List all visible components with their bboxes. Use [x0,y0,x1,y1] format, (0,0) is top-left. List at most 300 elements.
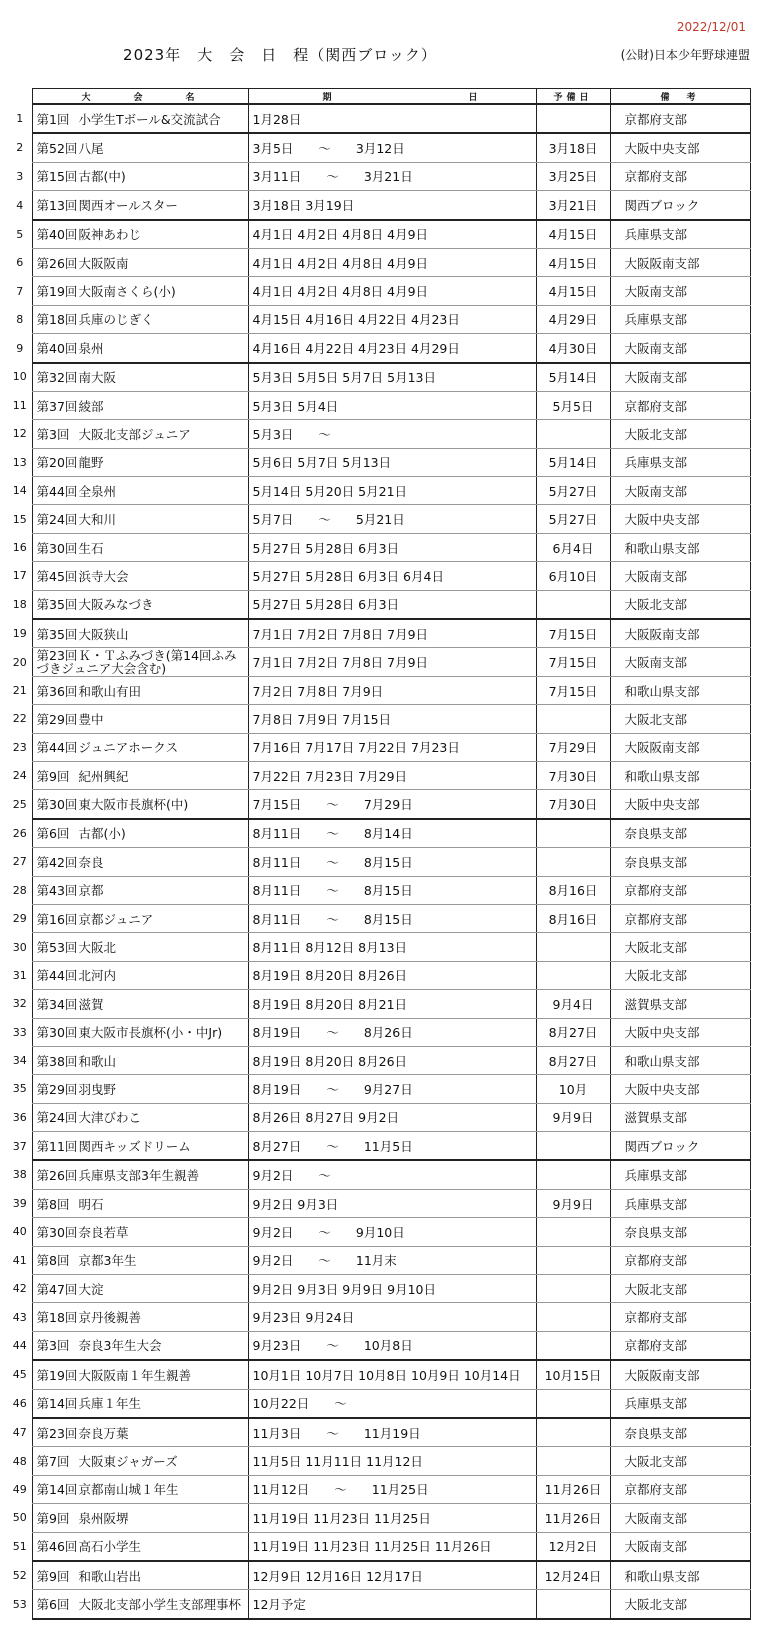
event-name: 大阪北支部ジュニア [78,426,191,442]
event-name-cell [32,990,248,1018]
event-name-cell [32,819,248,848]
row-number: 45 [12,1368,27,1382]
event-dates: 8月11日 〜 8月15日 [248,904,536,932]
row-number: 14 [12,484,27,498]
event-name: 豊中 [78,711,104,727]
event-name-cell [32,848,248,876]
event-name: 生石 [78,540,104,556]
event-dates: 7月8日 7月9日 7月15日 [248,705,536,733]
reserve-date [536,819,610,848]
event-dates: 8月11日 〜 8月15日 [248,876,536,904]
row-number: 29 [12,912,27,926]
event-name-cell [32,790,248,819]
event-dates: 3月18日 3月19日 [248,191,536,220]
row-number: 13 [12,455,27,469]
remarks: 和歌山県支部 [610,676,750,704]
event-name: 泉州阪堺 [78,1510,129,1526]
event-ordinal: 第23回 [36,648,78,664]
event-name-cell [32,1331,248,1360]
table-row [8,904,750,932]
reserve-date: 7月15日 [536,676,610,704]
table-row [8,990,750,1018]
event-ordinal: 第35回 [36,626,78,642]
row-number: 40 [12,1225,27,1239]
event-dates: 8月19日 〜 8月26日 [248,1018,536,1046]
row-number: 27 [12,855,27,869]
reserve-date: 4月15日 [536,248,610,276]
event-dates: 5月6日 5月7日 5月13日 [248,448,536,476]
remarks: 大阪北支部 [610,1275,750,1303]
event-name-cell [32,1475,248,1503]
event-ordinal: 第18回 [36,1310,78,1326]
remarks: 和歌山県支部 [610,533,750,561]
remarks: 滋賀県支部 [610,990,750,1018]
event-dates: 9月2日 〜 9月10日 [248,1218,536,1246]
table-row [8,277,750,305]
event-dates: 1月28日 [248,104,536,133]
event-name: 和歌山有田 [78,683,142,699]
reserve-date: 8月16日 [536,876,610,904]
event-ordinal: 第14回 [36,1482,78,1498]
row-number: 38 [12,1168,27,1182]
event-name: 東大阪市長旗杯(小・中Jr) [78,1025,223,1041]
remarks: 大阪中央支部 [610,790,750,819]
row-number: 9 [16,341,24,355]
event-name: 南大阪 [78,370,117,386]
reserve-date [536,705,610,733]
table-row [8,248,750,276]
event-ordinal: 第3回 [36,1338,70,1354]
remarks: 大阪阪南支部 [610,248,750,276]
event-dates: 7月16日 7月17日 7月22日 7月23日 [248,733,536,761]
organization-name: (公財)日本少年野球連盟 [620,48,750,62]
event-dates: 11月19日 11月23日 11月25日 11月26日 [248,1532,536,1561]
remarks: 和歌山県支部 [610,1561,750,1590]
reserve-date: 8月27日 [536,1018,610,1046]
remarks: 奈良県支部 [610,1418,750,1447]
event-name-cell [32,904,248,932]
remarks: 大阪阪南支部 [610,733,750,761]
table-row [8,420,750,448]
reserve-date: 5月14日 [536,363,610,392]
table-header-row [8,89,750,105]
row-number: 23 [12,740,27,754]
event-name-cell [32,1418,248,1447]
event-name: 明石 [78,1196,104,1212]
row-number: 43 [12,1310,27,1324]
reserve-date: 8月16日 [536,904,610,932]
reserve-date: 8月27日 [536,1046,610,1074]
event-name-cell [32,1561,248,1590]
event-dates: 8月11日 〜 8月15日 [248,848,536,876]
reserve-date [536,420,610,448]
event-name-cell [32,391,248,419]
event-dates: 7月1日 7月2日 7月8日 7月9日 [248,648,536,676]
remarks: 京都府支部 [610,1303,750,1331]
event-ordinal: 第29回 [36,711,78,727]
remarks: 大阪北支部 [610,590,750,619]
event-ordinal: 第30回 [36,1224,78,1240]
event-name-cell [32,733,248,761]
event-name: 和歌山 [78,1053,117,1069]
event-dates: 11月19日 11月23日 11月25日 [248,1504,536,1532]
row-number: 11 [12,399,27,413]
header-dates-left: 期 [322,92,336,103]
event-ordinal: 第29回 [36,1081,78,1097]
event-name-cell [32,133,248,162]
reserve-date: 9月9日 [536,1189,610,1217]
event-name: 奈良万葉 [78,1425,129,1441]
revision-date: 2022/12/01 [676,20,746,34]
remarks: 兵庫県支部 [610,448,750,476]
event-ordinal: 第3回 [36,426,70,442]
table-row [8,133,750,162]
reserve-date [536,104,610,133]
header-number-cell [8,89,32,105]
event-dates: 8月27日 〜 11月5日 [248,1132,536,1161]
table-row [8,761,750,789]
table-row [8,1046,750,1074]
event-dates: 8月19日 8月20日 8月26日 [248,1046,536,1074]
remarks: 和歌山県支部 [610,1046,750,1074]
table-row [8,104,750,133]
row-number: 42 [12,1282,27,1296]
table-row [8,619,750,648]
event-dates: 12月予定 [248,1590,536,1619]
event-name-cell [32,676,248,704]
reserve-date [536,1331,610,1360]
event-name-cell [32,1075,248,1103]
remarks: 兵庫県支部 [610,1160,750,1189]
table-row [8,1246,750,1274]
event-name-cell [32,505,248,533]
row-number: 4 [16,198,24,212]
event-dates: 5月7日 〜 5月21日 [248,505,536,533]
reserve-date [536,1246,610,1274]
row-number: 30 [12,940,27,954]
event-dates: 3月5日 〜 3月12日 [248,133,536,162]
event-dates: 7月15日 〜 7月29日 [248,790,536,819]
event-name-cell [32,1532,248,1561]
remarks: 大阪南支部 [610,562,750,590]
reserve-date: 7月30日 [536,761,610,789]
table-row [8,562,750,590]
event-dates: 9月2日 9月3日 [248,1189,536,1217]
remarks: 大阪北支部 [610,933,750,961]
event-dates: 9月2日 9月3日 9月9日 9月10日 [248,1275,536,1303]
remarks: 大阪阪南支部 [610,1360,750,1389]
row-number: 1 [16,112,24,126]
event-name: 京都 [78,883,104,899]
table-row [8,590,750,619]
row-number: 37 [12,1139,27,1153]
event-dates: 11月12日 〜 11月25日 [248,1475,536,1503]
event-name: 滋賀 [78,996,104,1012]
event-ordinal: 第53回 [36,940,78,956]
event-ordinal: 第44回 [36,968,78,984]
event-name: 大阪阪南 [78,255,129,271]
event-name: 大和川 [78,512,117,528]
remarks: 京都府支部 [610,1246,750,1274]
event-name: 浜寺大会 [78,568,129,584]
remarks: 兵庫県支部 [610,220,750,249]
reserve-date: 3月21日 [536,191,610,220]
row-number: 39 [12,1197,27,1211]
remarks: 奈良県支部 [610,1218,750,1246]
event-dates: 5月3日 5月4日 [248,391,536,419]
event-name: 奈良3年生大会 [78,1338,162,1354]
remarks: 兵庫県支部 [610,1389,750,1418]
page-title: 2023年 大 会 日 程（関西ブロック） [123,46,437,64]
event-ordinal: 第44回 [36,740,78,756]
reserve-date: 10月15日 [536,1360,610,1389]
event-name: 奈良 [78,854,104,870]
row-number: 46 [12,1397,27,1411]
event-ordinal: 第1回 [36,111,70,127]
remarks: 和歌山県支部 [610,761,750,789]
reserve-date: 3月18日 [536,133,610,162]
remarks: 大阪北支部 [610,961,750,989]
event-dates: 5月27日 5月28日 6月3日 6月4日 [248,562,536,590]
event-name: 八尾 [78,141,104,157]
table-row [8,448,750,476]
event-ordinal: 第45回 [36,568,78,584]
event-ordinal: 第18回 [36,312,78,328]
reserve-date: 3月25日 [536,162,610,190]
event-name: 兵庫のじぎく [78,312,154,328]
event-name: 綾部 [78,398,104,414]
event-name-cell [32,1360,248,1389]
row-number: 31 [12,968,27,982]
row-number: 44 [12,1339,27,1353]
event-name: 大阪阪南１年生親善 [78,1367,192,1383]
reserve-date: 7月29日 [536,733,610,761]
event-ordinal: 第35回 [36,597,78,613]
remarks: 大阪北支部 [610,420,750,448]
event-name-cell [32,334,248,363]
event-name: 紀州興紀 [78,768,129,784]
event-name: 北河内 [78,968,117,984]
event-name-cell [32,619,248,648]
reserve-date [536,1218,610,1246]
reserve-date: 4月15日 [536,220,610,249]
remarks: 奈良県支部 [610,848,750,876]
event-ordinal: 第24回 [36,1110,78,1126]
header-dates-right: 日 [468,92,482,103]
header-yobi: 予備日 [536,89,610,105]
table-row [8,505,750,533]
event-name: 兵庫県支部3年生親善 [78,1168,199,1184]
event-ordinal: 第26回 [36,1168,78,1184]
event-ordinal: 第47回 [36,1281,78,1297]
event-ordinal: 第43回 [36,883,78,899]
event-name: 古都(中) [78,169,126,185]
row-number: 32 [12,997,27,1011]
event-dates: 9月23日 〜 10月8日 [248,1331,536,1360]
event-ordinal: 第8回 [36,1196,70,1212]
table-row [8,1504,750,1532]
row-number: 10 [12,370,27,384]
row-number: 12 [12,427,27,441]
reserve-date: 9月9日 [536,1103,610,1131]
table-row [8,533,750,561]
remarks: 滋賀県支部 [610,1103,750,1131]
header-biko: 備 考 [610,89,750,105]
row-number: 34 [12,1054,27,1068]
reserve-date: 12月24日 [536,1561,610,1590]
table-row [8,220,750,249]
remarks: 大阪中央支部 [610,1018,750,1046]
event-name-cell [32,761,248,789]
table-row [8,1590,750,1619]
row-number: 24 [12,769,27,783]
event-name: 京丹後親善 [78,1310,142,1326]
remarks: 大阪南支部 [610,1532,750,1561]
remarks: 大阪南支部 [610,363,750,392]
event-dates: 4月1日 4月2日 4月8日 4月9日 [248,277,536,305]
row-number: 47 [12,1425,27,1439]
row-number: 35 [12,1082,27,1096]
table-row [8,1418,750,1447]
reserve-date: 9月4日 [536,990,610,1018]
header-dates [248,89,536,105]
row-number: 26 [12,826,27,840]
event-name-cell [32,961,248,989]
row-number: 8 [16,312,24,326]
table-row [8,305,750,333]
event-dates: 7月2日 7月8日 7月9日 [248,676,536,704]
event-name-cell [32,562,248,590]
row-number: 33 [12,1025,27,1039]
row-number: 51 [12,1539,27,1553]
event-name-cell [32,477,248,505]
event-name-cell [32,1018,248,1046]
event-name: 全泉州 [78,483,117,499]
table-row [8,1389,750,1418]
event-ordinal: 第19回 [36,284,78,300]
event-name: 羽曳野 [78,1081,117,1097]
reserve-date: 11月26日 [536,1475,610,1503]
row-number: 3 [16,169,24,183]
event-ordinal: 第36回 [36,683,78,699]
event-ordinal: 第24回 [36,512,78,528]
event-dates: 8月11日 〜 8月14日 [248,819,536,848]
remarks: 関西ブロック [610,191,750,220]
event-name: ジュニアホークス [78,740,179,756]
event-name: 京都南山城１年生 [78,1482,179,1498]
event-name-cell [32,1447,248,1475]
event-ordinal: 第42回 [36,854,78,870]
event-ordinal: 第9回 [36,1510,70,1526]
event-ordinal: 第9回 [36,1568,70,1584]
reserve-date: 7月15日 [536,619,610,648]
table-row [8,961,750,989]
event-ordinal: 第20回 [36,455,78,471]
table-row [8,1303,750,1331]
remarks: 京都府支部 [610,904,750,932]
reserve-date: 10月 [536,1075,610,1103]
reserve-date [536,1160,610,1189]
reserve-date [536,1303,610,1331]
event-name-cell [32,305,248,333]
event-name: 大津びわこ [78,1110,142,1126]
event-dates: 10月1日 10月7日 10月8日 10月9日 10月14日 [248,1360,536,1389]
event-name-cell [32,1246,248,1274]
reserve-date: 4月29日 [536,305,610,333]
table-row [8,1075,750,1103]
event-name-cell [32,248,248,276]
event-ordinal: 第8回 [36,1253,70,1269]
event-name: Ｋ・Ｔふみづき(第14回ふみづきジュニア大会含む) [36,648,237,677]
reserve-date: 4月30日 [536,334,610,363]
remarks: 大阪南支部 [610,1504,750,1532]
event-name-cell [32,420,248,448]
reserve-date [536,1418,610,1447]
event-ordinal: 第30回 [36,1025,78,1041]
event-dates: 8月19日 〜 9月27日 [248,1075,536,1103]
table-row [8,191,750,220]
reserve-date [536,1132,610,1161]
event-name: 泉州 [78,340,104,356]
event-ordinal: 第30回 [36,797,78,813]
table-row [8,733,750,761]
remarks: 京都府支部 [610,1331,750,1360]
event-name-cell [32,277,248,305]
event-ordinal: 第52回 [36,141,78,157]
table-row [8,1331,750,1360]
event-ordinal: 第30回 [36,540,78,556]
row-number: 50 [12,1511,27,1525]
remarks: 奈良県支部 [610,819,750,848]
reserve-date: 7月15日 [536,648,610,676]
event-name: 大阪東ジャガーズ [78,1454,178,1470]
event-dates: 7月1日 7月2日 7月8日 7月9日 [248,619,536,648]
table-row [8,363,750,392]
event-name-cell [32,220,248,249]
event-name: 兵庫１年生 [78,1396,142,1412]
remarks: 大阪南支部 [610,477,750,505]
reserve-date: 11月26日 [536,1504,610,1532]
table-row [8,933,750,961]
reserve-date [536,1590,610,1619]
table-row [8,1018,750,1046]
remarks: 大阪北支部 [610,1590,750,1619]
event-name: 和歌山岩出 [78,1568,142,1584]
event-ordinal: 第13回 [36,197,78,213]
event-name: 大阪南さくら(小) [78,284,176,300]
event-name-cell [32,1275,248,1303]
table-row [8,1103,750,1131]
event-ordinal: 第6回 [36,826,70,842]
event-dates: 5月3日 5月5日 5月7日 5月13日 [248,363,536,392]
row-number: 41 [12,1253,27,1267]
remarks: 京都府支部 [610,391,750,419]
event-name: 古都(小) [78,826,126,842]
event-dates: 4月16日 4月22日 4月23日 4月29日 [248,334,536,363]
event-ordinal: 第40回 [36,340,78,356]
event-name-cell [32,590,248,619]
table-row [8,1160,750,1189]
reserve-date [536,1447,610,1475]
schedule-table [8,88,751,1620]
event-name: 大淀 [78,1281,104,1297]
event-name: 東大阪市長旗杯(中) [78,797,189,813]
event-dates: 9月2日 〜 [248,1160,536,1189]
event-name: 京都ジュニア [78,911,154,927]
remarks: 京都府支部 [610,876,750,904]
event-name-cell [32,1303,248,1331]
event-name-cell [32,1504,248,1532]
